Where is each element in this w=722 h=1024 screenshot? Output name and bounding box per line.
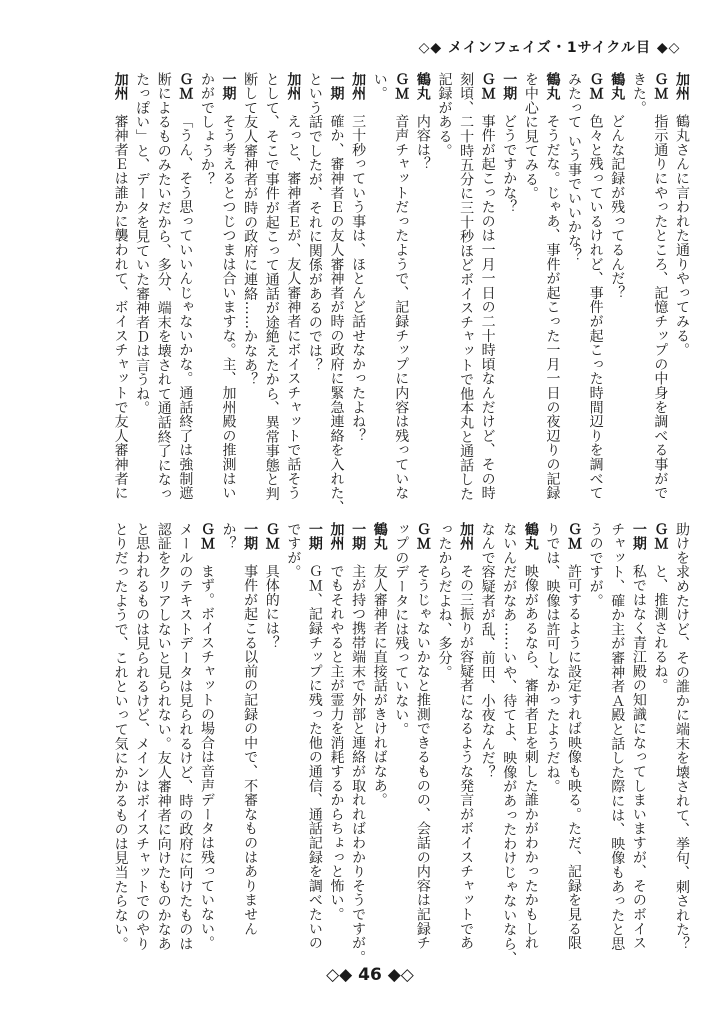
dialogue-line: [282, 72, 304, 501]
speaker-label: 一期: [242, 522, 259, 551]
speaker-label: 鶴丸: [371, 522, 388, 551]
dialogue-line: [627, 522, 649, 962]
dialogue-line: [627, 72, 649, 497]
dialogue-text: でもそれやると主が霊力を消耗するからちょっと怖い。: [328, 564, 345, 922]
speaker-label: ＧＭ: [393, 72, 410, 101]
dialogue-line: [303, 522, 325, 962]
dialogue-text: として、そこで事件が起こって通話が途絶えたから、異常事態と判: [263, 72, 280, 501]
speaker-label: ＧＭ: [414, 522, 431, 551]
speaker-label: ＧＭ: [177, 72, 194, 101]
dialogue-text: 友人審神者に直接話がきければなあ。: [371, 564, 388, 808]
dialogue-line: [519, 72, 541, 497]
dialogue-line: [174, 522, 196, 962]
dialogue-text: 事件が起こる以前の記録の中で、不審なものはありません: [242, 564, 259, 936]
dialogue-block-top: [108, 72, 692, 515]
dialogue-line: [562, 522, 584, 962]
dialogue-text: を中心に見てみる。: [522, 72, 539, 201]
speaker-label: 鶴丸: [522, 522, 539, 551]
dialogue-text: とりだったようで、これといって気にかかるものは見当たらない。: [112, 522, 129, 951]
dialogue-line: [433, 522, 455, 962]
dialogue-line: [519, 522, 541, 962]
dialogue-line: [476, 72, 498, 501]
dialogue-text: という話でしたが、それに関係があるのでは？: [306, 72, 323, 373]
speaker-label: ＧＭ: [652, 72, 669, 101]
speaker-label: 加州: [458, 522, 475, 551]
dialogue-line: [347, 522, 369, 965]
dialogue-line: [670, 522, 692, 962]
dialogue-line: [174, 72, 196, 501]
page-number: ◇◆ 46 ◆◇: [326, 965, 414, 985]
dialogue-text: そう考えるとつじつまは合いますな。主、加州殿の推測はい: [220, 114, 237, 501]
speaker-label: ＧＭ: [566, 522, 583, 551]
dialogue-line: [606, 522, 628, 962]
dialogue-line: [649, 522, 671, 962]
dialogue-text: ですが。: [285, 522, 302, 580]
dialogue-text: ＧＭ、記録チップに残った他の通信、通話記録を調べたいの: [306, 564, 323, 951]
dialogue-text: どうですかな？: [501, 114, 518, 215]
dialogue-line: [325, 522, 347, 962]
dialogue-text: 審神者Ｅは誰かに襲われて、ボイスチャットで友人審神者に: [112, 114, 129, 501]
dialogue-line: [109, 72, 131, 501]
dialogue-line: [109, 522, 131, 962]
dialogue-line: [195, 72, 217, 497]
dialogue-block-bottom: [108, 522, 692, 966]
dialogue-text: 私ではなく青江殿の知識になってしまいますが、そのボイス: [630, 564, 647, 951]
speaker-label: 加州: [112, 72, 129, 101]
dialogue-line: [476, 522, 498, 962]
speaker-label: 一期: [501, 72, 518, 101]
dialogue-text: 音声チャットだったようで、記録チップに内容は残っていな: [393, 114, 410, 501]
dialogue-text: うのですが。: [587, 522, 604, 608]
speaker-label: 加州: [674, 72, 690, 101]
dialogue-text: その三振りが容疑者になるような発言がボイスチャットであ: [458, 564, 475, 951]
dialogue-text: そうだな。じゃあ、事件が起こった一月一日の夜辺りの記録: [544, 114, 561, 501]
dialogue-text: えっと、審神者Ｅが、友人審神者にボイスチャットで話そう: [285, 114, 302, 501]
speaker-label: 一期: [220, 72, 237, 101]
dialogue-line: [390, 72, 412, 501]
dialogue-text: かがでしょうか？: [198, 72, 215, 187]
speaker-label: ＧＭ: [479, 72, 496, 101]
dialogue-line: [541, 522, 563, 962]
speaker-label: 一期: [350, 522, 367, 551]
dialogue-text: 内容は？: [414, 114, 431, 172]
dialogue-line: [411, 522, 433, 962]
dialogue-text: 「うん、そう思っていいんじゃないかな。通話終了は強制遮: [177, 114, 194, 501]
dialogue-line: [670, 72, 692, 497]
dialogue-text: ップのデータには残っていない。: [393, 522, 410, 737]
dialogue-line: [411, 72, 433, 497]
dialogue-line: [562, 72, 584, 497]
dialogue-text: 刻頃、二十時五分に三十秒ほどボイスチャットで他本丸と通話した: [458, 72, 475, 501]
dialogue-line: [498, 72, 520, 497]
dialogue-text: 事件が起こったのは一月一日の二十時頃なんだけど、その時: [479, 114, 496, 501]
dialogue-text: 助けを求めたけど、その誰かに端末を壊されて、挙句、刺された？: [674, 522, 690, 951]
dialogue-line: [498, 522, 520, 966]
dialogue-text: 断して友人審神者が時の政府に連絡……かなあ？: [242, 72, 259, 387]
dialogue-text: 鶴丸さんに言われた通りやってみる。: [674, 114, 690, 358]
dialogue-line: [649, 72, 671, 501]
speaker-label: ＧＭ: [198, 522, 215, 551]
dialogue-line: [260, 522, 282, 962]
dialogue-text: チャット、確か主が審神者Ａ殿と話した際には、映像もあったと思: [609, 522, 626, 951]
speaker-label: ＧＭ: [587, 72, 604, 101]
dialogue-text: 許可するように設定すれば映像も映る。ただ、記録を見る限: [566, 564, 583, 951]
dialogue-text: ったからだよね、多分。: [436, 522, 453, 680]
dialogue-text: そうじゃないかなと推測できるものの、会話の内容は記録チ: [414, 564, 431, 951]
dialogue-text: 具体的には？: [263, 564, 280, 650]
dialogue-text: 主が持つ携帯端末で外部と連絡が取れればわかりそうですが。: [350, 564, 367, 965]
dialogue-text: きた。: [630, 72, 647, 115]
dialogue-line: [131, 72, 153, 497]
dialogue-line: [541, 72, 563, 501]
dialogue-text: 確か、審神者Ｅの友人審神者が時の政府に緊急連絡を入れた、: [328, 114, 345, 515]
dialogue-line: [239, 72, 261, 497]
speaker-label: ＧＭ: [263, 522, 280, 551]
dialogue-line: [152, 522, 174, 962]
dialogue-line: [282, 522, 304, 962]
dialogue-line: [584, 72, 606, 501]
speaker-label: 加州: [285, 72, 302, 101]
dialogue-line: [368, 72, 390, 497]
dialogue-text: たっぽい」と、データを見ていた審神者Ｄは言うね。: [134, 72, 151, 416]
dialogue-text: 認証をクリアしないと見られない。友人審神者に向けたものかなあ: [155, 522, 172, 951]
dialogue-text: なんで容疑者が乱、前田、小夜なんだ？: [479, 522, 496, 780]
dialogue-line: [584, 522, 606, 962]
dialogue-line: [195, 522, 217, 962]
dialogue-text: と、推測されるね。: [652, 564, 669, 693]
dialogue-line: [217, 72, 239, 501]
dialogue-text: い。: [371, 72, 388, 101]
dialogue-line: [239, 522, 261, 962]
dialogue-line: [347, 72, 369, 497]
dialogue-line: [303, 72, 325, 497]
dialogue-line: [131, 522, 153, 962]
dialogue-text: 指示通りにやったところ、記憶チップの中身を調べる事がで: [652, 114, 669, 501]
dialogue-line: [454, 522, 476, 962]
speaker-label: 鶴丸: [414, 72, 431, 101]
dialogue-line: [368, 522, 390, 962]
dialogue-line: [152, 72, 174, 501]
dialogue-line: [217, 522, 239, 962]
dialogue-text: どんな記録が残ってるんだ？: [609, 114, 626, 300]
dialogue-text: か？: [220, 522, 237, 551]
dialogue-text: りでは、映像は許可しなかったようだね。: [544, 522, 561, 794]
dialogue-text: 三十秒っていう事は、ほとんど話せなかったよね？: [350, 114, 367, 443]
dialogue-text: 映像があるなら、審神者Ｅを刺した誰かがわかったかもしれ: [522, 564, 539, 951]
speaker-label: 鶴丸: [609, 72, 626, 101]
dialogue-line: [260, 72, 282, 501]
dialogue-line: [433, 72, 455, 497]
dialogue-text: みたって いう事でいいかな？: [566, 72, 583, 263]
speaker-label: 一期: [328, 72, 345, 101]
dialogue-text: ないんだがなあ……いや、待てよ、映像があったわけじゃないなら、: [501, 522, 518, 966]
speaker-label: 鶴丸: [544, 72, 561, 101]
dialogue-text: まず。ボイスチャットの場合は音声データは残っていない。: [198, 564, 215, 951]
speaker-label: 加州: [328, 522, 345, 551]
speaker-label: 加州: [350, 72, 367, 101]
speaker-label: 一期: [306, 522, 323, 551]
dialogue-text: 色々と残っているけれど、事件が起こった時間辺りを調べて: [587, 114, 604, 501]
dialogue-text: と思われるものは見られるけど、メインはボイスチャットでのやり: [134, 522, 151, 951]
running-header: ◇◆ メインフェイズ・1サイクル目 ◆◇: [418, 40, 681, 56]
speaker-label: ＧＭ: [652, 522, 669, 551]
dialogue-line: [325, 72, 347, 515]
speaker-label: 一期: [630, 522, 647, 551]
dialogue-text: 断によるものみたいだから、多分、端末を壊されて通話終了になっ: [155, 72, 172, 501]
dialogue-line: [390, 522, 412, 962]
dialogue-text: 記録がある。: [436, 72, 453, 158]
dialogue-line: [454, 72, 476, 501]
dialogue-text: メールのテキストデータは見られるけど、時の政府に向けたものは: [177, 522, 194, 951]
dialogue-line: [606, 72, 628, 497]
